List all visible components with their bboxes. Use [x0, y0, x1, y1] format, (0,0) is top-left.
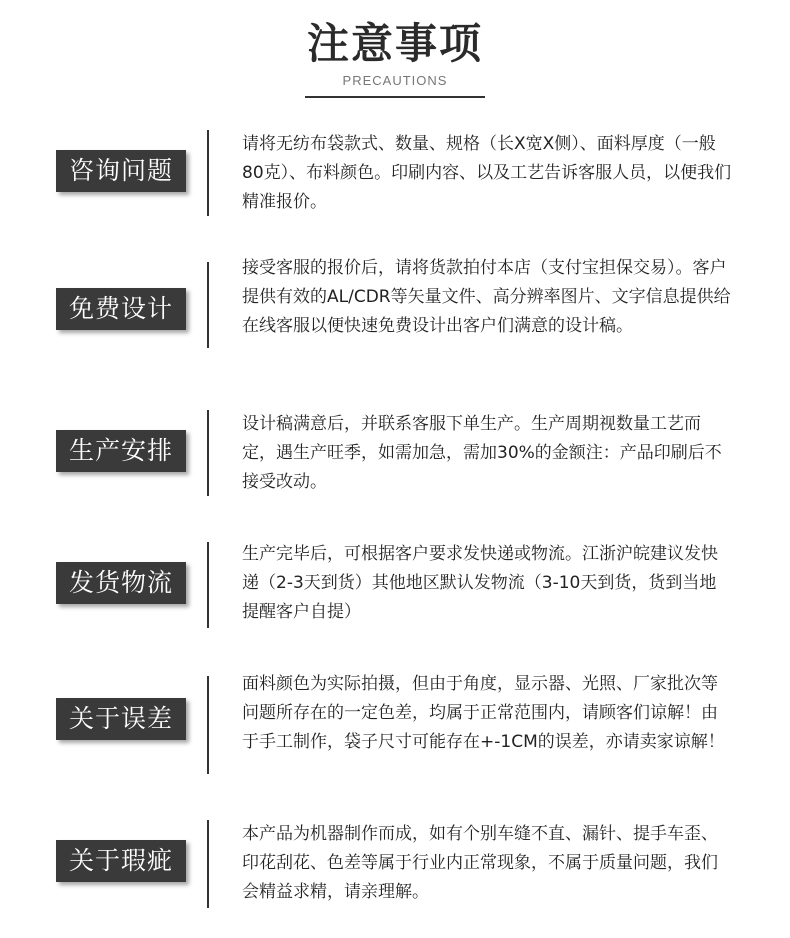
section-text: 生产完毕后，可根据客户要求发快递或物流。江浙沪皖建议发快递（2-3天到货）其他地区默认发物流（3-10天到货，货到当地提醒客户自提） — [242, 544, 718, 622]
section-divider — [207, 130, 209, 216]
title-underline — [305, 96, 485, 98]
section-text: 接受客服的报价后，请将货款拍付本店（支付宝担保交易）。客户提供有效的AL/CDR等矢量文件、高分辨率图片、文字信息提供给在线客服以便快速免费设计出客户们满意的设计稿。 — [242, 258, 731, 336]
section-label: 发货物流 — [56, 562, 186, 604]
section-text: 设计稿满意后，并联系客服下单生产。生产周期视数量工艺而定，遇生产旺季，如需加急，需加30%的金额注：产品印刷后不接受改动。 — [242, 414, 722, 492]
section-text: 本产品为机器制作而成，如有个别车缝不直、漏针、提手车歪、印花刮花、色差等属于行业内正常现象，不属于质量问题，我们会精益求精，请亲理解。 — [242, 824, 718, 902]
section-divider — [207, 410, 209, 496]
page-title: 注意事项 — [306, 19, 483, 68]
page-header — [0, 16, 790, 98]
section-label: 关于误差 — [56, 698, 186, 740]
section-divider — [207, 820, 209, 908]
section-label: 咨询问题 — [56, 150, 186, 192]
section-label: 免费设计 — [56, 288, 186, 330]
section-text: 面料颜色为实际拍摄，但由于角度，显示器、光照、厂家批次等问题所存在的一定色差，均属于正常范围内，请顾客们谅解！由于手工制作，袋子尺寸可能存在+-1CM的误差，亦请卖家谅解！ — [242, 674, 725, 752]
section-divider — [207, 542, 209, 628]
section-text: 请将无纺布袋款式、数量、规格（长X宽X侧）、面料厚度（一般80克）、布料颜色。印刷内容、以及工艺告诉客服人员，以便我们精准报价。 — [242, 134, 732, 212]
section-divider — [207, 676, 209, 774]
page-subtitle: PRECAUTIONS — [342, 73, 448, 88]
section-label: 生产安排 — [56, 430, 186, 472]
section-label: 关于瑕疵 — [56, 840, 186, 882]
section-divider — [207, 262, 209, 348]
